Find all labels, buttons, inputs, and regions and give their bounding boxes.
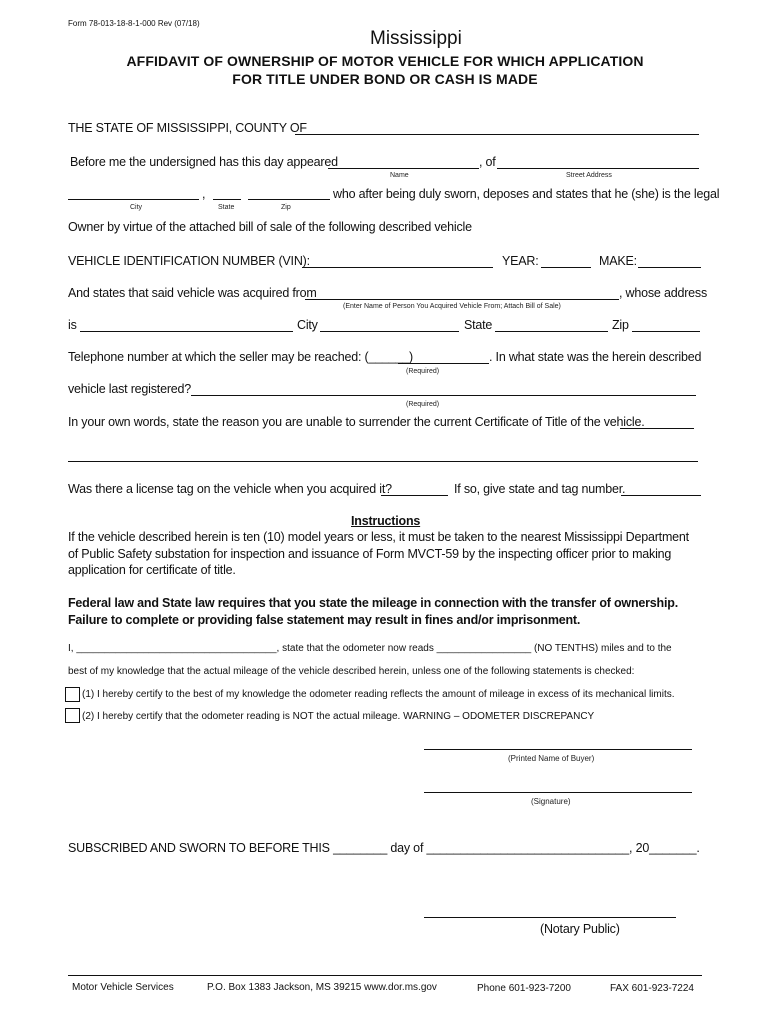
notary-signature-field[interactable] xyxy=(424,917,676,918)
registered-label: vehicle last registered? xyxy=(68,382,192,396)
whose-address-label: , whose address xyxy=(619,286,708,300)
before-me-label: Before me the undersigned has this day appeared xyxy=(70,155,338,169)
title-line-1: AFFIDAVIT OF OWNERSHIP OF MOTOR VEHICLE FOR WHICH APPLICATION xyxy=(126,53,644,69)
zip-label: Zip xyxy=(612,318,629,332)
vin-label: VEHICLE IDENTIFICATION NUMBER (VIN): xyxy=(68,254,310,268)
acquired-from-field[interactable] xyxy=(305,299,619,300)
footer-fax: FAX 601-923-7224 xyxy=(610,983,694,994)
zip-caption: Zip xyxy=(281,204,291,211)
odometer-not-actual-checkbox[interactable] xyxy=(65,708,80,723)
city-label: City xyxy=(297,318,318,332)
county-field[interactable] xyxy=(295,134,699,135)
county-label: THE STATE OF MISSISSIPPI, COUNTY OF xyxy=(68,121,307,135)
tag-number-field[interactable] xyxy=(621,495,701,496)
make-label: MAKE: xyxy=(599,254,637,268)
state-label: State xyxy=(464,318,493,332)
reason-field-1[interactable] xyxy=(620,428,694,429)
reason-text: In your own words, state the reason you are unable to surrender the current Certificate of Title of the vehicle. xyxy=(68,415,645,429)
city-field[interactable] xyxy=(68,199,199,200)
street-caption: Street Address xyxy=(566,172,612,179)
odometer-statement: I, ____________________________________, state that the odometer now reads _________________ (NO TENTHS) miles and to the xyxy=(68,643,672,654)
notary-caption: (Notary Public) xyxy=(540,922,620,936)
name-caption: Name xyxy=(390,172,409,179)
year-field[interactable] xyxy=(541,267,591,268)
city-caption: City xyxy=(130,204,143,211)
registered-state-field[interactable] xyxy=(191,395,696,396)
form-number: Form 78-013-18-8-1-000 Rev (07/18) xyxy=(68,19,200,28)
footer-divider xyxy=(68,975,702,976)
is-label: is xyxy=(68,318,77,332)
seller-phone-field[interactable] xyxy=(398,363,489,364)
reason-field-2[interactable] xyxy=(68,461,698,462)
vin-field[interactable] xyxy=(302,267,493,268)
zip-field[interactable] xyxy=(248,199,330,200)
year-label: YEAR: xyxy=(502,254,539,268)
seller-address-field[interactable] xyxy=(80,331,293,332)
footer-dept: Motor Vehicle Services xyxy=(72,982,174,993)
signature-caption: (Signature) xyxy=(531,797,571,806)
printed-name-caption: (Printed Name of Buyer) xyxy=(508,754,595,763)
tag-followup: If so, give state and tag number. xyxy=(454,482,626,496)
seller-zip-field[interactable] xyxy=(632,331,700,332)
state-title: Mississippi xyxy=(370,28,462,49)
sworn-text: who after being duly sworn, deposes and states that he (she) is the legal xyxy=(333,187,720,201)
phone-label: Telephone number at which the seller may be reached: (______) xyxy=(68,350,413,364)
tag-answer-field[interactable] xyxy=(381,495,448,496)
of-label: , of xyxy=(479,155,496,169)
seller-state-field[interactable] xyxy=(495,331,608,332)
acquired-label: And states that said vehicle was acquired from xyxy=(68,286,317,300)
state-caption: State xyxy=(218,204,235,211)
printed-name-field[interactable] xyxy=(424,749,692,750)
phone-tail: . In what state was the herein described xyxy=(489,350,702,364)
subscribed-statement: SUBSCRIBED AND SWORN TO BEFORE THIS ________ day of ______________________________, 20_______. xyxy=(68,841,700,855)
seller-city-field[interactable] xyxy=(320,331,459,332)
signature-field[interactable] xyxy=(424,792,692,793)
footer-phone: Phone 601-923-7200 xyxy=(477,983,571,994)
instructions-body: If the vehicle described herein is ten (10) model years or less, it must be taken to the nearest Mississippi Department of Public Safety substation for inspection and issuance of Form MVCT-59 by the inspecting officer prior to making application for certificate of title. xyxy=(68,530,689,577)
odometer-statement-2: best of my knowledge that the actual mileage of the vehicle described herein, unless one of the following statements is checked: xyxy=(68,666,635,677)
title-line-2: FOR TITLE UNDER BOND OR CASH IS MADE xyxy=(232,71,538,87)
required-caption-2: (Required) xyxy=(406,401,440,408)
check1-label: (1) I hereby certify to the best of my knowledge the odometer reading reflects the amount of mileage in excess of its mechanical limits. xyxy=(82,689,675,700)
footer-address: P.O. Box 1383 Jackson, MS 39215 www.dor.ms.gov xyxy=(207,982,437,993)
tag-question: Was there a license tag on the vehicle when you acquired it? xyxy=(68,482,392,496)
street-address-field[interactable] xyxy=(497,168,699,169)
required-caption-1: (Required) xyxy=(406,368,440,375)
instructions-heading: Instructions xyxy=(351,514,421,528)
check2-label: (2) I hereby certify that the odometer reading is NOT the actual mileage. WARNING – ODOMETER DISCREPANCY xyxy=(82,711,595,722)
acquired-caption: (Enter Name of Person You Acquired Vehicle From; Attach Bill of Sale) xyxy=(343,303,561,310)
appeared-name-field[interactable] xyxy=(328,168,479,169)
comma: , xyxy=(202,187,206,201)
owner-text: Owner by virtue of the attached bill of sale of the following described vehicle xyxy=(68,220,472,234)
make-field[interactable] xyxy=(638,267,701,268)
odometer-exceeds-checkbox[interactable] xyxy=(65,687,80,702)
federal-law-notice: Federal law and State law requires that you state the mileage in connection with the transfer of ownership. Failure to complete or providing false statement may result in fines and/or imprisonment. xyxy=(68,596,678,627)
state-field[interactable] xyxy=(213,199,241,200)
